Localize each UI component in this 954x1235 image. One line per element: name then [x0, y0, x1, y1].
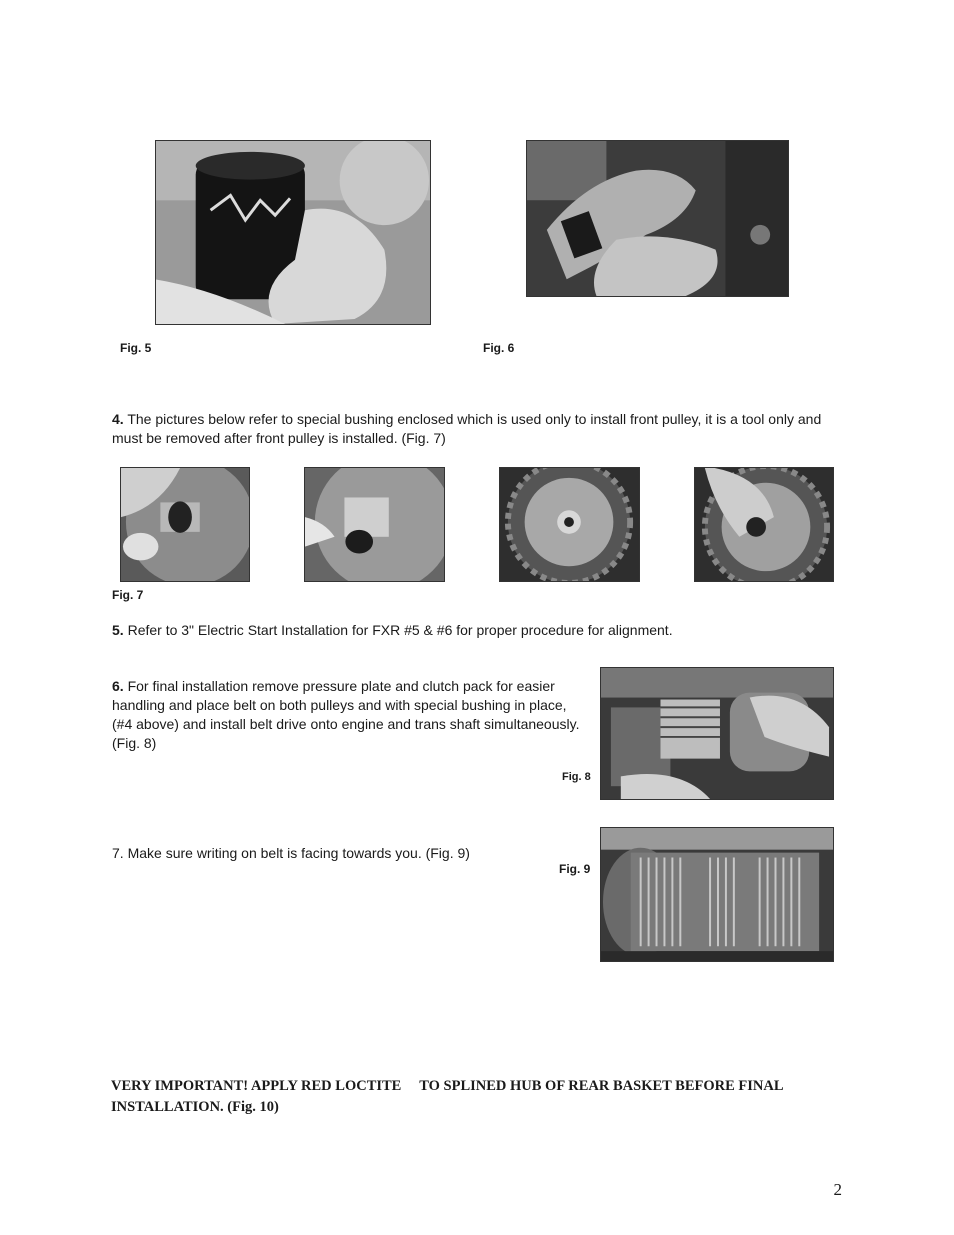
- step5-text: Refer to 3" Electric Start Installation for FXR #5 & #6 for proper procedure for alignment.: [127, 622, 673, 638]
- fig5-caption: Fig. 5: [120, 341, 152, 355]
- step6-paragraph: [112, 677, 582, 753]
- fig7-caption: Fig. 7: [112, 588, 144, 602]
- warning-line-2: INSTALLATION. (Fig. 10): [111, 1099, 279, 1115]
- step7-paragraph: 7. Make sure writing on belt is facing towards you. (Fig. 9): [112, 845, 470, 861]
- warning-note: [111, 1076, 831, 1118]
- step4-text: The pictures below refer to special bushing enclosed which is used only to install front pulley, it is a tool only and must be removed after front pulley is installed. (Fig. 7): [112, 411, 822, 446]
- fig6-caption: Fig. 6: [483, 341, 515, 355]
- fig6-photo: [526, 140, 789, 297]
- step4-number: 4.: [112, 411, 124, 427]
- fig7-photo-2: [304, 467, 445, 582]
- warning-line-1: VERY IMPORTANT! APPLY RED LOCTITE TO SPLINED HUB OF REAR BASKET BEFORE FINAL: [111, 1078, 784, 1094]
- page-number: 2: [833, 1180, 842, 1199]
- step5-paragraph: [112, 621, 832, 640]
- fig7-photo-4: [694, 467, 834, 582]
- fig8-photo: [600, 667, 834, 800]
- fig9-photo: [600, 827, 834, 962]
- step5-number: 5.: [112, 622, 124, 638]
- fig8-caption: Fig. 8: [562, 771, 591, 783]
- fig7-photo-3: [499, 467, 640, 582]
- step6-number: 6.: [112, 678, 124, 694]
- step4-paragraph: [112, 410, 832, 448]
- fig5-photo: [155, 140, 431, 325]
- step6-text: For final installation remove pressure plate and clutch pack for easier handling and place belt on both pulleys and with special bushing in place, (#4 above) and install belt drive onto engine and trans shaft simultaneously. (Fig. 8): [112, 678, 580, 751]
- fig7-photo-1: [120, 467, 250, 582]
- fig9-caption: Fig. 9: [559, 862, 591, 876]
